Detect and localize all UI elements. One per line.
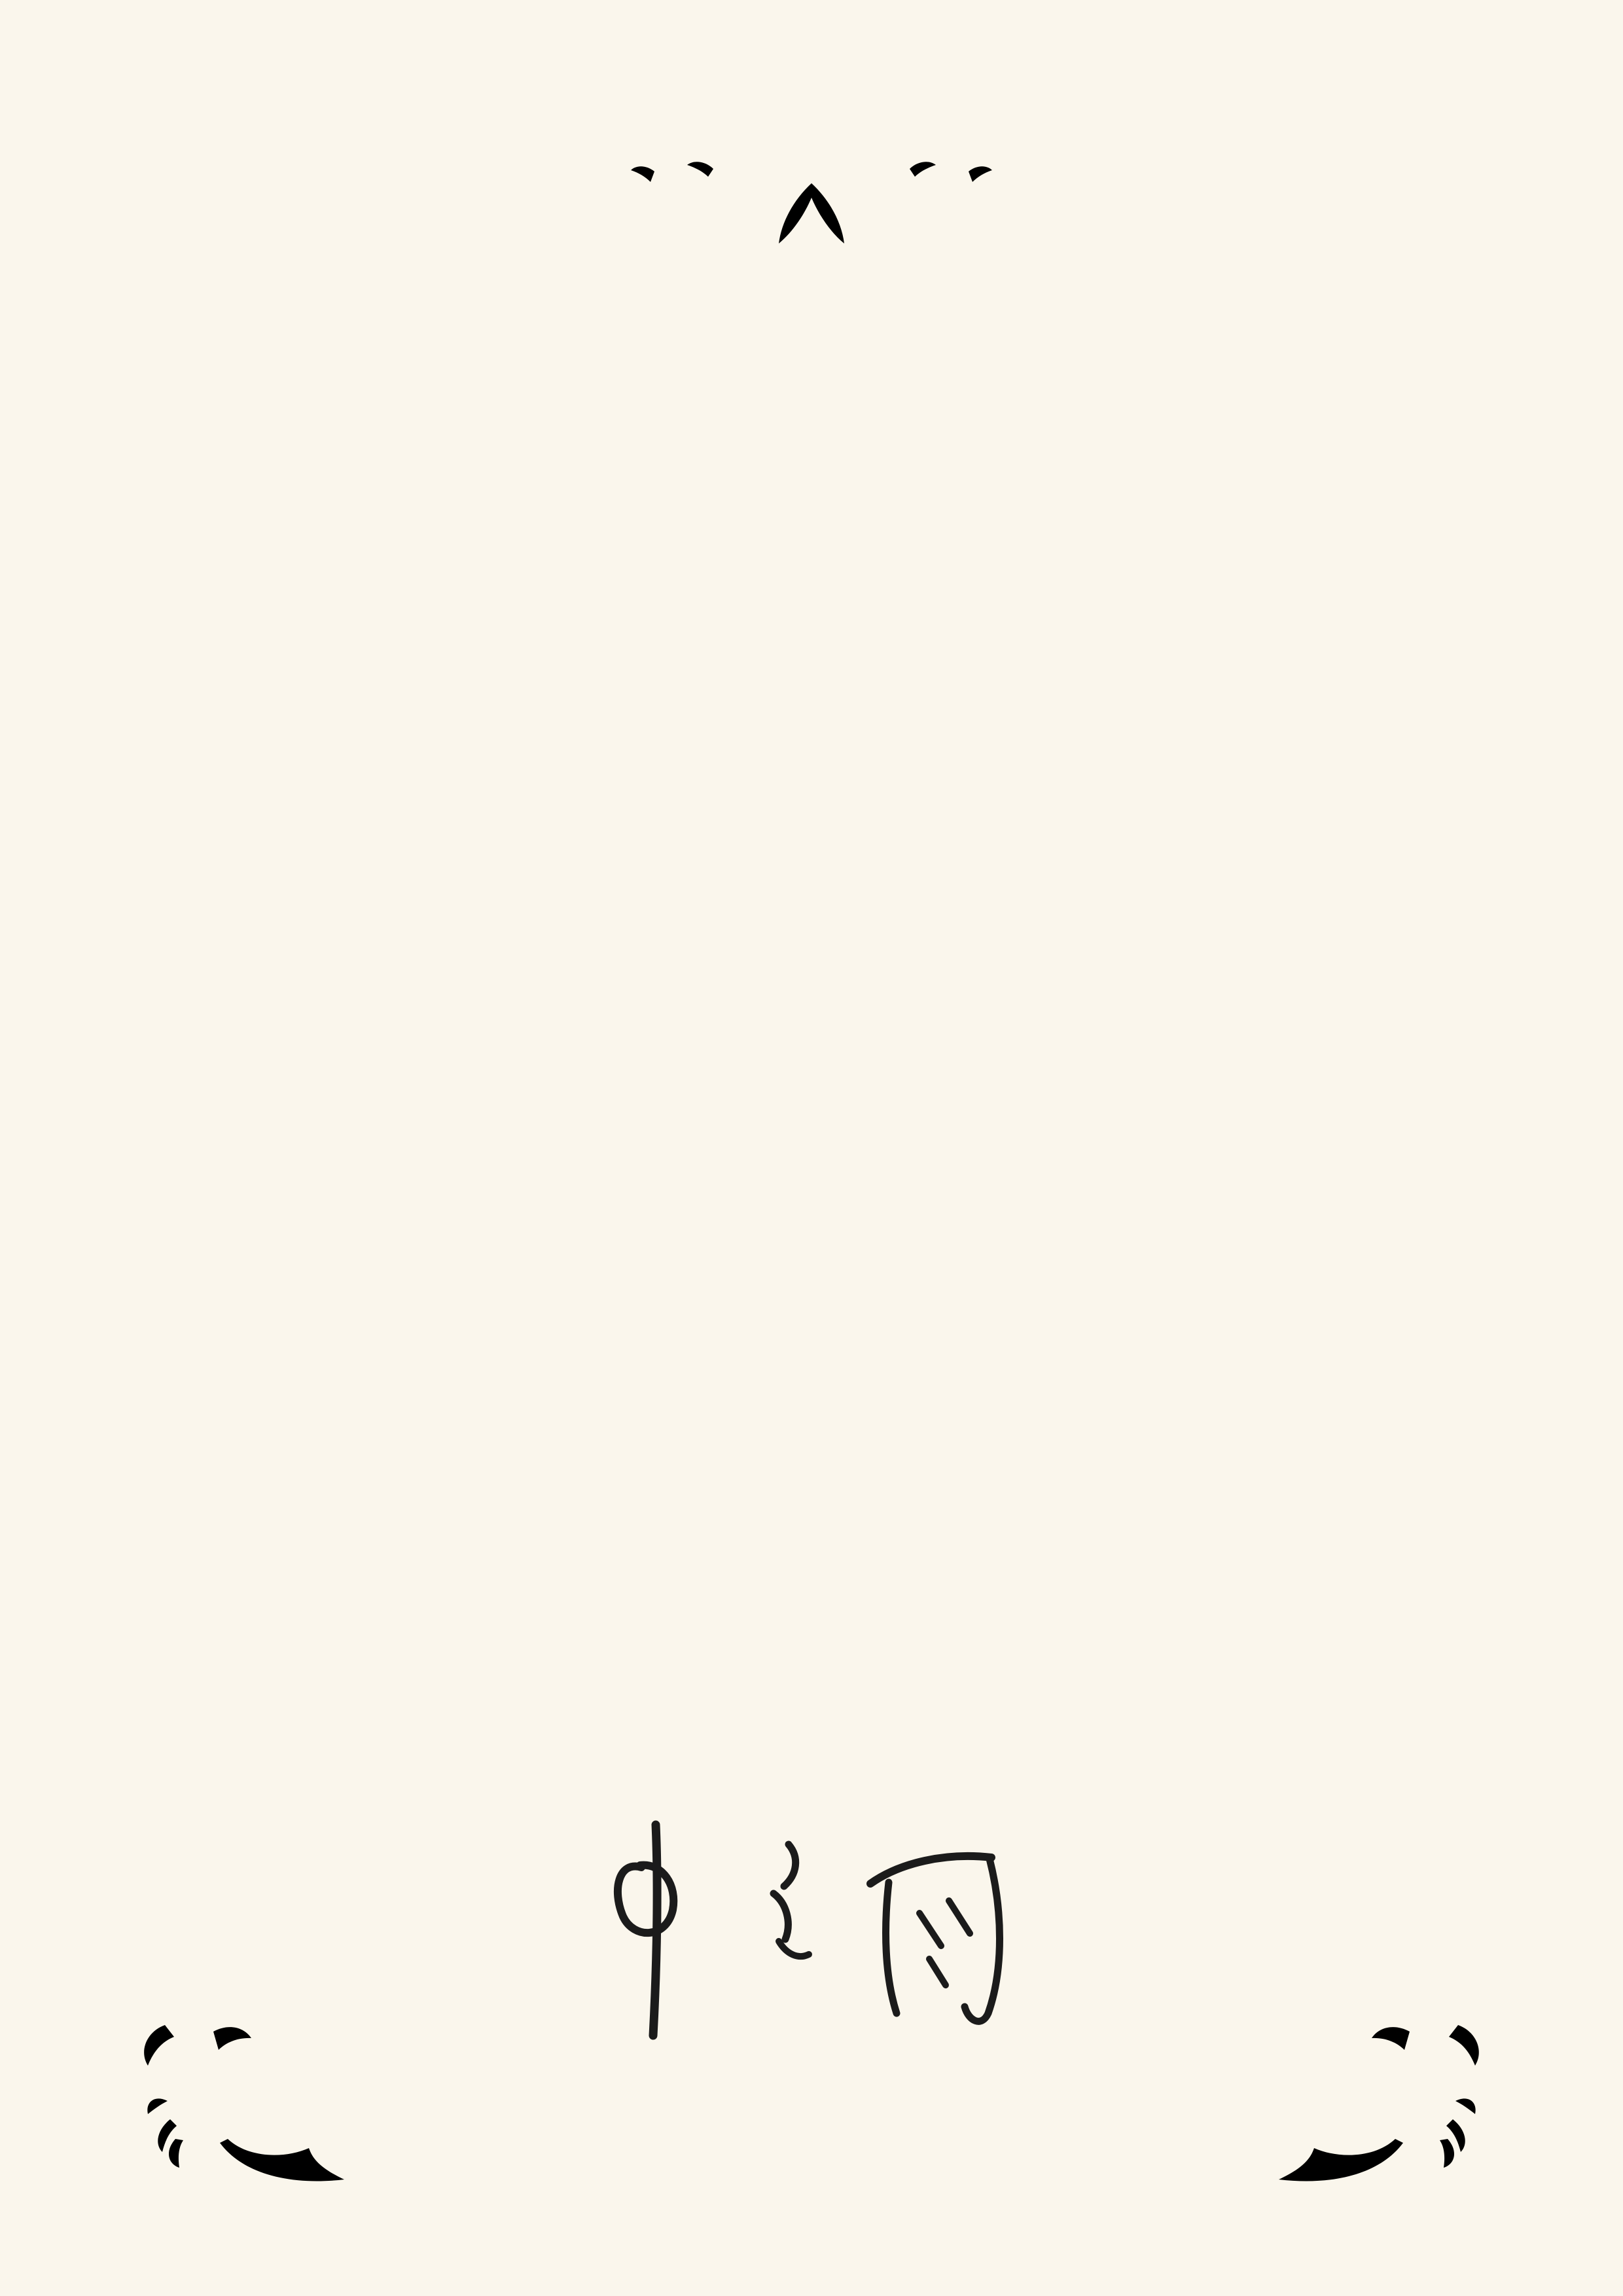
- field-row-patentee: [229, 1098, 431, 1134]
- field-row-filing-date: [229, 1001, 431, 1037]
- field-row-patent-no: [229, 904, 431, 940]
- field-row-grant-no: [834, 1275, 1075, 1311]
- field-row-address: [229, 1198, 431, 1234]
- commissioner-signature: [563, 1805, 1060, 2054]
- barcode: [218, 1720, 457, 1751]
- field-row-name: [229, 710, 431, 746]
- field-row-grant-date: [229, 1275, 431, 1311]
- field-row-inventor: [229, 807, 431, 843]
- cnipa-logo: [694, 278, 936, 475]
- qr-code: [1301, 281, 1435, 416]
